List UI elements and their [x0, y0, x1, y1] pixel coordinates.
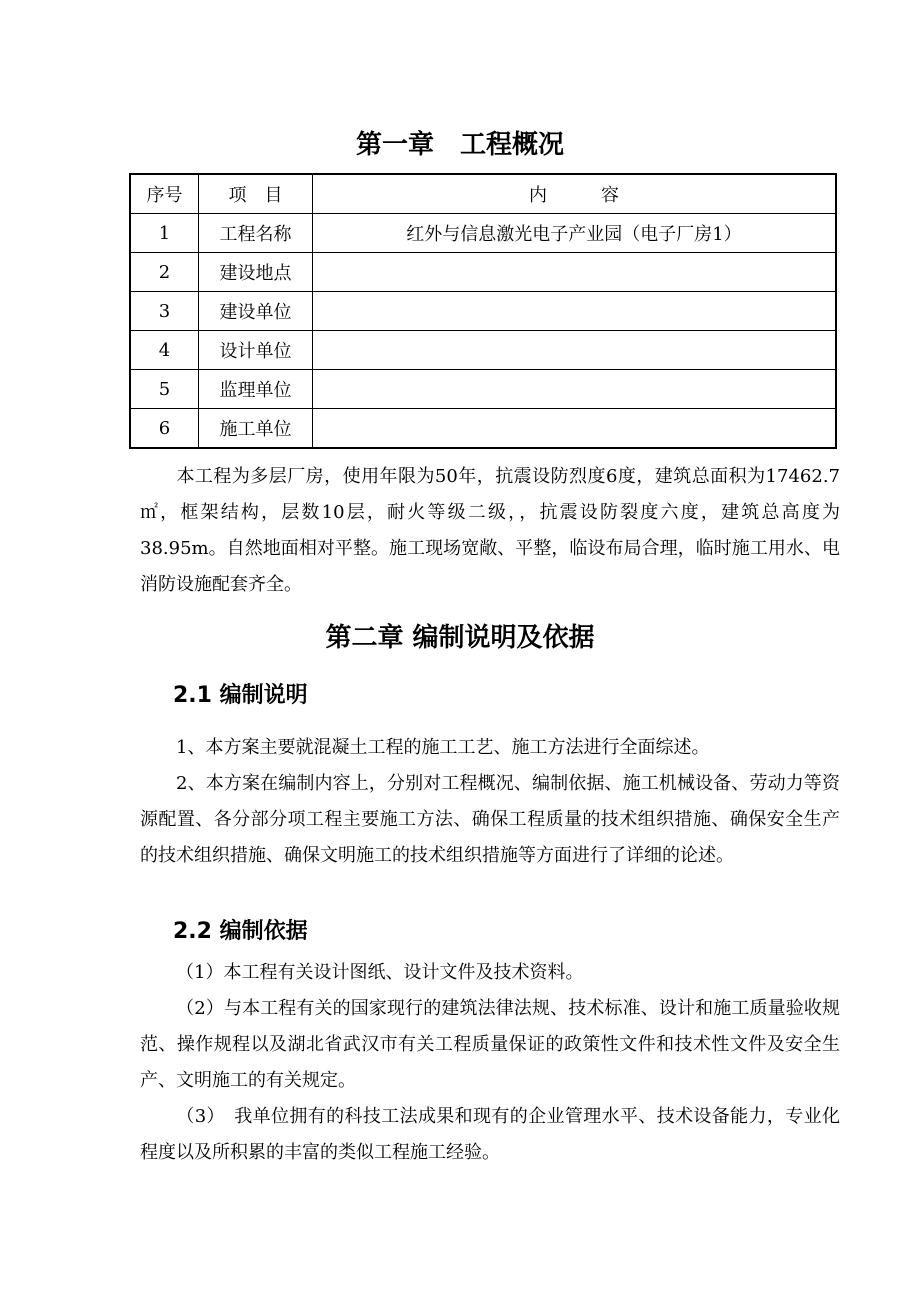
section-2-1-item-1: [140, 730, 840, 766]
row-no: 2: [130, 253, 199, 292]
table-row: [130, 409, 836, 449]
header-item: 项 目: [199, 174, 313, 214]
chapter1-title: 第一章 工程概况: [355, 130, 564, 160]
row-content: [313, 370, 837, 409]
row-item: 设计单位: [199, 331, 313, 370]
row-item: 建设地点: [199, 253, 313, 292]
item-text: （1）本工程有关设计图纸、设计文件及技术资料。: [176, 962, 584, 983]
table-row: [130, 214, 836, 253]
row-content: [313, 331, 837, 370]
project-overview-paragraph: [140, 459, 840, 603]
row-item: 施工单位: [199, 409, 313, 449]
section-2-2-item-2: [140, 991, 840, 1099]
header-no: 序号: [130, 174, 199, 214]
table-header-row: [130, 174, 836, 214]
row-item: 监理单位: [199, 370, 313, 409]
table-row: [130, 292, 836, 331]
header-content: 内 容: [313, 174, 837, 214]
row-content: [313, 253, 837, 292]
row-no: 6: [130, 409, 199, 449]
section-2-2-item-3: [140, 1099, 840, 1171]
row-content: 红外与信息激光电子产业园（电子厂房1）: [313, 214, 837, 253]
row-content: [313, 292, 837, 331]
section-2-1-item-2: [140, 766, 840, 874]
project-overview-text: 本工程为多层厂房，使用年限为50年，抗震设防烈度6度，建筑总面积为17462.7㎡，框架结构，层数10层，耐火等级二级，，抗震设防裂度六度，建筑总高度为38.95m。自然地面相对平整。施工现场宽敞、平整，临设布局合理，临时施工用水、电消防设施配套齐全。: [140, 466, 840, 595]
row-item: 工程名称: [199, 214, 313, 253]
section-2-2-title: 2.2 编制依据: [173, 919, 308, 944]
table-row: [130, 253, 836, 292]
row-no: 3: [130, 292, 199, 331]
row-no: 4: [130, 331, 199, 370]
row-content: [313, 409, 837, 449]
item-text: 1、本方案主要就混凝土工程的施工工艺、施工方法进行全面综述。: [176, 737, 710, 758]
row-no: 1: [130, 214, 199, 253]
table-row: [130, 370, 836, 409]
project-info-table: [129, 173, 837, 449]
chapter2-title: 第二章 编制说明及依据: [325, 623, 595, 653]
section-2-2-item-1: [140, 955, 840, 991]
section-2-1-title: 2.1 编制说明: [173, 683, 308, 708]
item-text: 2、本方案在编制内容上，分别对工程概况、编制依据、施工机械设备、劳动力等资源配置、各分部分项工程主要施工方法、确保工程质量的技术组织措施、确保安全生产的技术组织措施、确保文明施工的技术组织措施等方面进行了详细的论述。: [140, 773, 840, 866]
table-row: [130, 331, 836, 370]
item-text: （2）与本工程有关的国家现行的建筑法律法规、技术标准、设计和施工质量验收规范、操作规程以及湖北省武汉市有关工程质量保证的政策性文件和技术性文件及安全生产、文明施工的有关规定。: [140, 998, 840, 1091]
row-item: 建设单位: [199, 292, 313, 331]
item-text: （3） 我单位拥有的科技工法成果和现有的企业管理水平、技术设备能力，专业化程度以及所积累的丰富的类似工程施工经验。: [140, 1106, 840, 1163]
row-no: 5: [130, 370, 199, 409]
